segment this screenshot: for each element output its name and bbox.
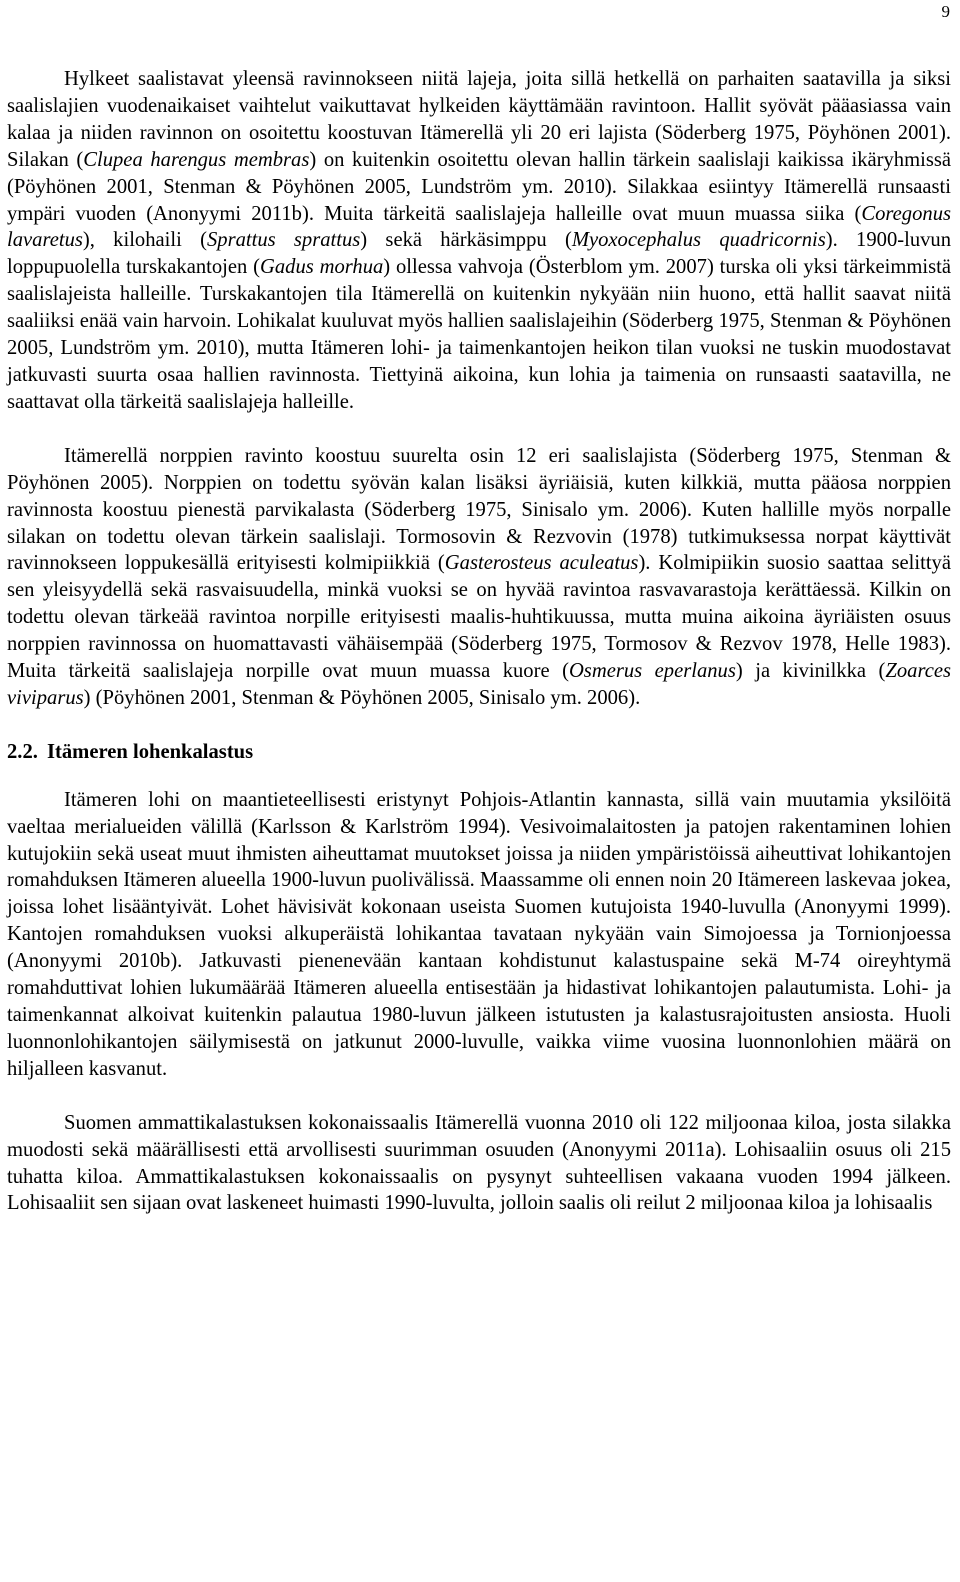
text-run: ) ollessa vahvoja (Österblom ym. 2007) turska oli yksi tärkeimmistä saalislajeista halleille. Turskakantojen tila Itämerellä on kuitenkin nykyään niin huono, että hallit saavat niitä saaliiksi enää vain harvoin. Lohikalat kuuluvat myös hallien saalislajeihin (Söderberg 1975, Stenman & Pöyhönen 2005, Lundström ym. 2010), mutta Itämeren lohi- ja taimenkantojen heikon tilan vuoksi ne tuskin muodostavat jatkuvasti suurta osaa hallien ravinnosta. Tiettyinä aikoina, kun lohia ja taimenia on runsaasti saatavilla, ne saattavat olla tärkeitä saalislajeja halleille.: [7, 256, 951, 413]
species-name: Osmerus eperlanus: [568, 660, 736, 683]
species-name: Sprattus sprattus: [206, 229, 361, 252]
text-run: ). 1900-luvun loppupuolella turskakantojen (: [7, 229, 952, 279]
text-run: Suomen ammattikalastuksen kokonaissaalis Itämerellä vuonna 2010 oli 122 miljoonaa kiloa, josta silakka muodosti sekä määrällisesti että arvollisesti suurimman osuuden (Anonyymi 2011a). Lohisaaliin osuus oli 215 tuhatta kiloa. Ammattikalastuksen kokonaissaalis on pysynyt suhteellisen vakaana vuoden 1994 jälkeen. Lohisaaliit sen sijaan ovat laskeneet huimasti 1990-luvulta, jolloin saalis oli reilut 2 miljoonaa kiloa ja lohisaalis: [7, 1111, 951, 1215]
paragraph-ringed-seal-diet: [7, 443, 951, 712]
paragraph-baltic-salmon: [7, 787, 951, 1083]
paragraph-spacer: [7, 416, 951, 443]
document-body: [7, 66, 951, 1217]
section-heading: [7, 739, 951, 766]
species-name: Gasterosteus aculeatus: [444, 552, 639, 575]
section-number: 2.2.: [7, 740, 38, 763]
species-name: Myoxocephalus quadricornis: [571, 229, 826, 252]
species-name: Gadus morhua: [259, 256, 384, 279]
section-title: Itämeren lohenkalastus: [47, 740, 254, 763]
paragraph-spacer: [7, 712, 951, 739]
text-run: ) sekä härkäsimppu (: [360, 229, 572, 252]
text-run: Hylkeet saalistavat yleensä ravinnokseen niitä lajeja, joita sillä hetkellä on parhaiten saatavilla ja siksi saalislajien vuodenaikaiset vaihtelut vaikuttavat hylkeiden käyttämään ravintoon. Hallit syövät pääasiassa vain kalaa ja niiden ravinnon on osoitettu koostuvan Itämerellä yli 20 eri lajista (Söderberg 1975, Pöyhönen 2001). Silakan (: [7, 68, 951, 171]
paragraph-commercial-fishing: [7, 1110, 951, 1218]
page-number: 9: [941, 2, 950, 21]
text-run: Itämeren lohi on maantieteellisesti eristynyt Pohjois-Atlantin kannasta, sillä vain muutamia yksilöitä vaeltaa merialueiden välillä (Karlsson & Karlström 1994). Vesivoimalaitosten ja patojen rakentaminen lohien kutujokiin sekä useat muut ihmisten aiheuttamat muutokset joissa ja niiden ympäristöissä aiheuttivat lohikantojen romahduksen Itämeren alueella 1900-luvun puolivälissä. Maassamme oli ennen noin 20 Itämereen laskevaa jokea, joissa lohet lisääntyivät. Lohet hävisivät kokonaan useista Suomen kutujoista 1940-luvulla (Anonyymi 1999). Kantojen romahduksen vuoksi alkuperäistä lohikantaa tavataan nykyään vain Simojoessa ja Tornionjoessa (Anonyymi 2010b). Jatkuvasti pienenevään kantaan kohdistunut kalastuspaine sekä M-74 oireyhtymä romahduttivat lohien lukumäärää Itämeren alueella entisestään ja hidastivat lohikantojen palautumista. Lohi- ja taimenkannat alkoivat kuitenkin palautua 1980-luvun jälkeen istutusten ja kalastusrajoitusten ansiosta. Huoli luonnonlohikantojen säilymisestä on jatkunut 2000-luvulle, vaikka viime vuosina luonnonlohien määrä on hiljalleen kasvanut.: [7, 788, 951, 1080]
text-run: ) (Pöyhönen 2001, Stenman & Pöyhönen 2005, Sinisalo ym. 2006).: [83, 686, 641, 709]
heading-spacer: [7, 766, 951, 787]
species-name: Clupea harengus membras: [83, 148, 310, 171]
text-run: Itämerellä norppien ravinto koostuu suurelta osin 12 eri saalislajista (Söderberg 1975, Stenman & Pöyhönen 2005). Norppien on todettu syövän kalan lisäksi äyriäisiä, kuten kilkkiä, mutta pääosa norppien ravinnosta koostuu pienestä parvikalasta (Söderberg 1975, Sinisalo ym. 2006). Kuten hallille myös norpalle silakan on todettu olevan tärkein saalislaji. Tormosovin & Rezvovin (1978) tutkimuksessa norpat käyttivät ravinnokseen loppukesällä erityisesti kolmipiikkiä (: [7, 444, 951, 575]
paragraph-seal-diet: [7, 66, 951, 416]
species-name: Zoarces viviparus: [7, 660, 952, 709]
text-run: ) ja kivinilkka (: [735, 660, 886, 683]
text-run: ) on kuitenkin osoitettu olevan hallin tärkein saalislaji kaikissa ikäryhmissä (Pöyhönen 2001, Stenman & Pöyhönen 2005, Lundström ym. 2010). Silakkaa esiintyy Itämerellä runsaasti ympäri vuoden (Anonyymi 2011b). Muita tärkeitä saalislajeja halleille ovat muun muassa siika (: [7, 148, 951, 225]
text-run: ). Kolmipiikin suosio saattaa selittyä sen yleisyydellä sekä rasvaisuudella, minkä vuoksi se on hyvää ravintoa rasvavarastoja kerättäessä. Kilkin on todettu olevan tärkeää ravintoa norpille erityisesti maalis-huhtikuussa, mutta muina aikoina äyriäisten osuus norppien ravinnossa on huomattavasti vähäisempää (Söderberg 1975, Tormosov & Rezvov 1978, Helle 1983). Muita tärkeitä saalislajeja norpille ovat muun muassa kuore (: [7, 552, 951, 683]
species-name: Coregonus lavaretus: [7, 202, 951, 252]
paragraph-spacer: [7, 1083, 951, 1110]
text-run: ), kilohaili (: [82, 229, 207, 252]
